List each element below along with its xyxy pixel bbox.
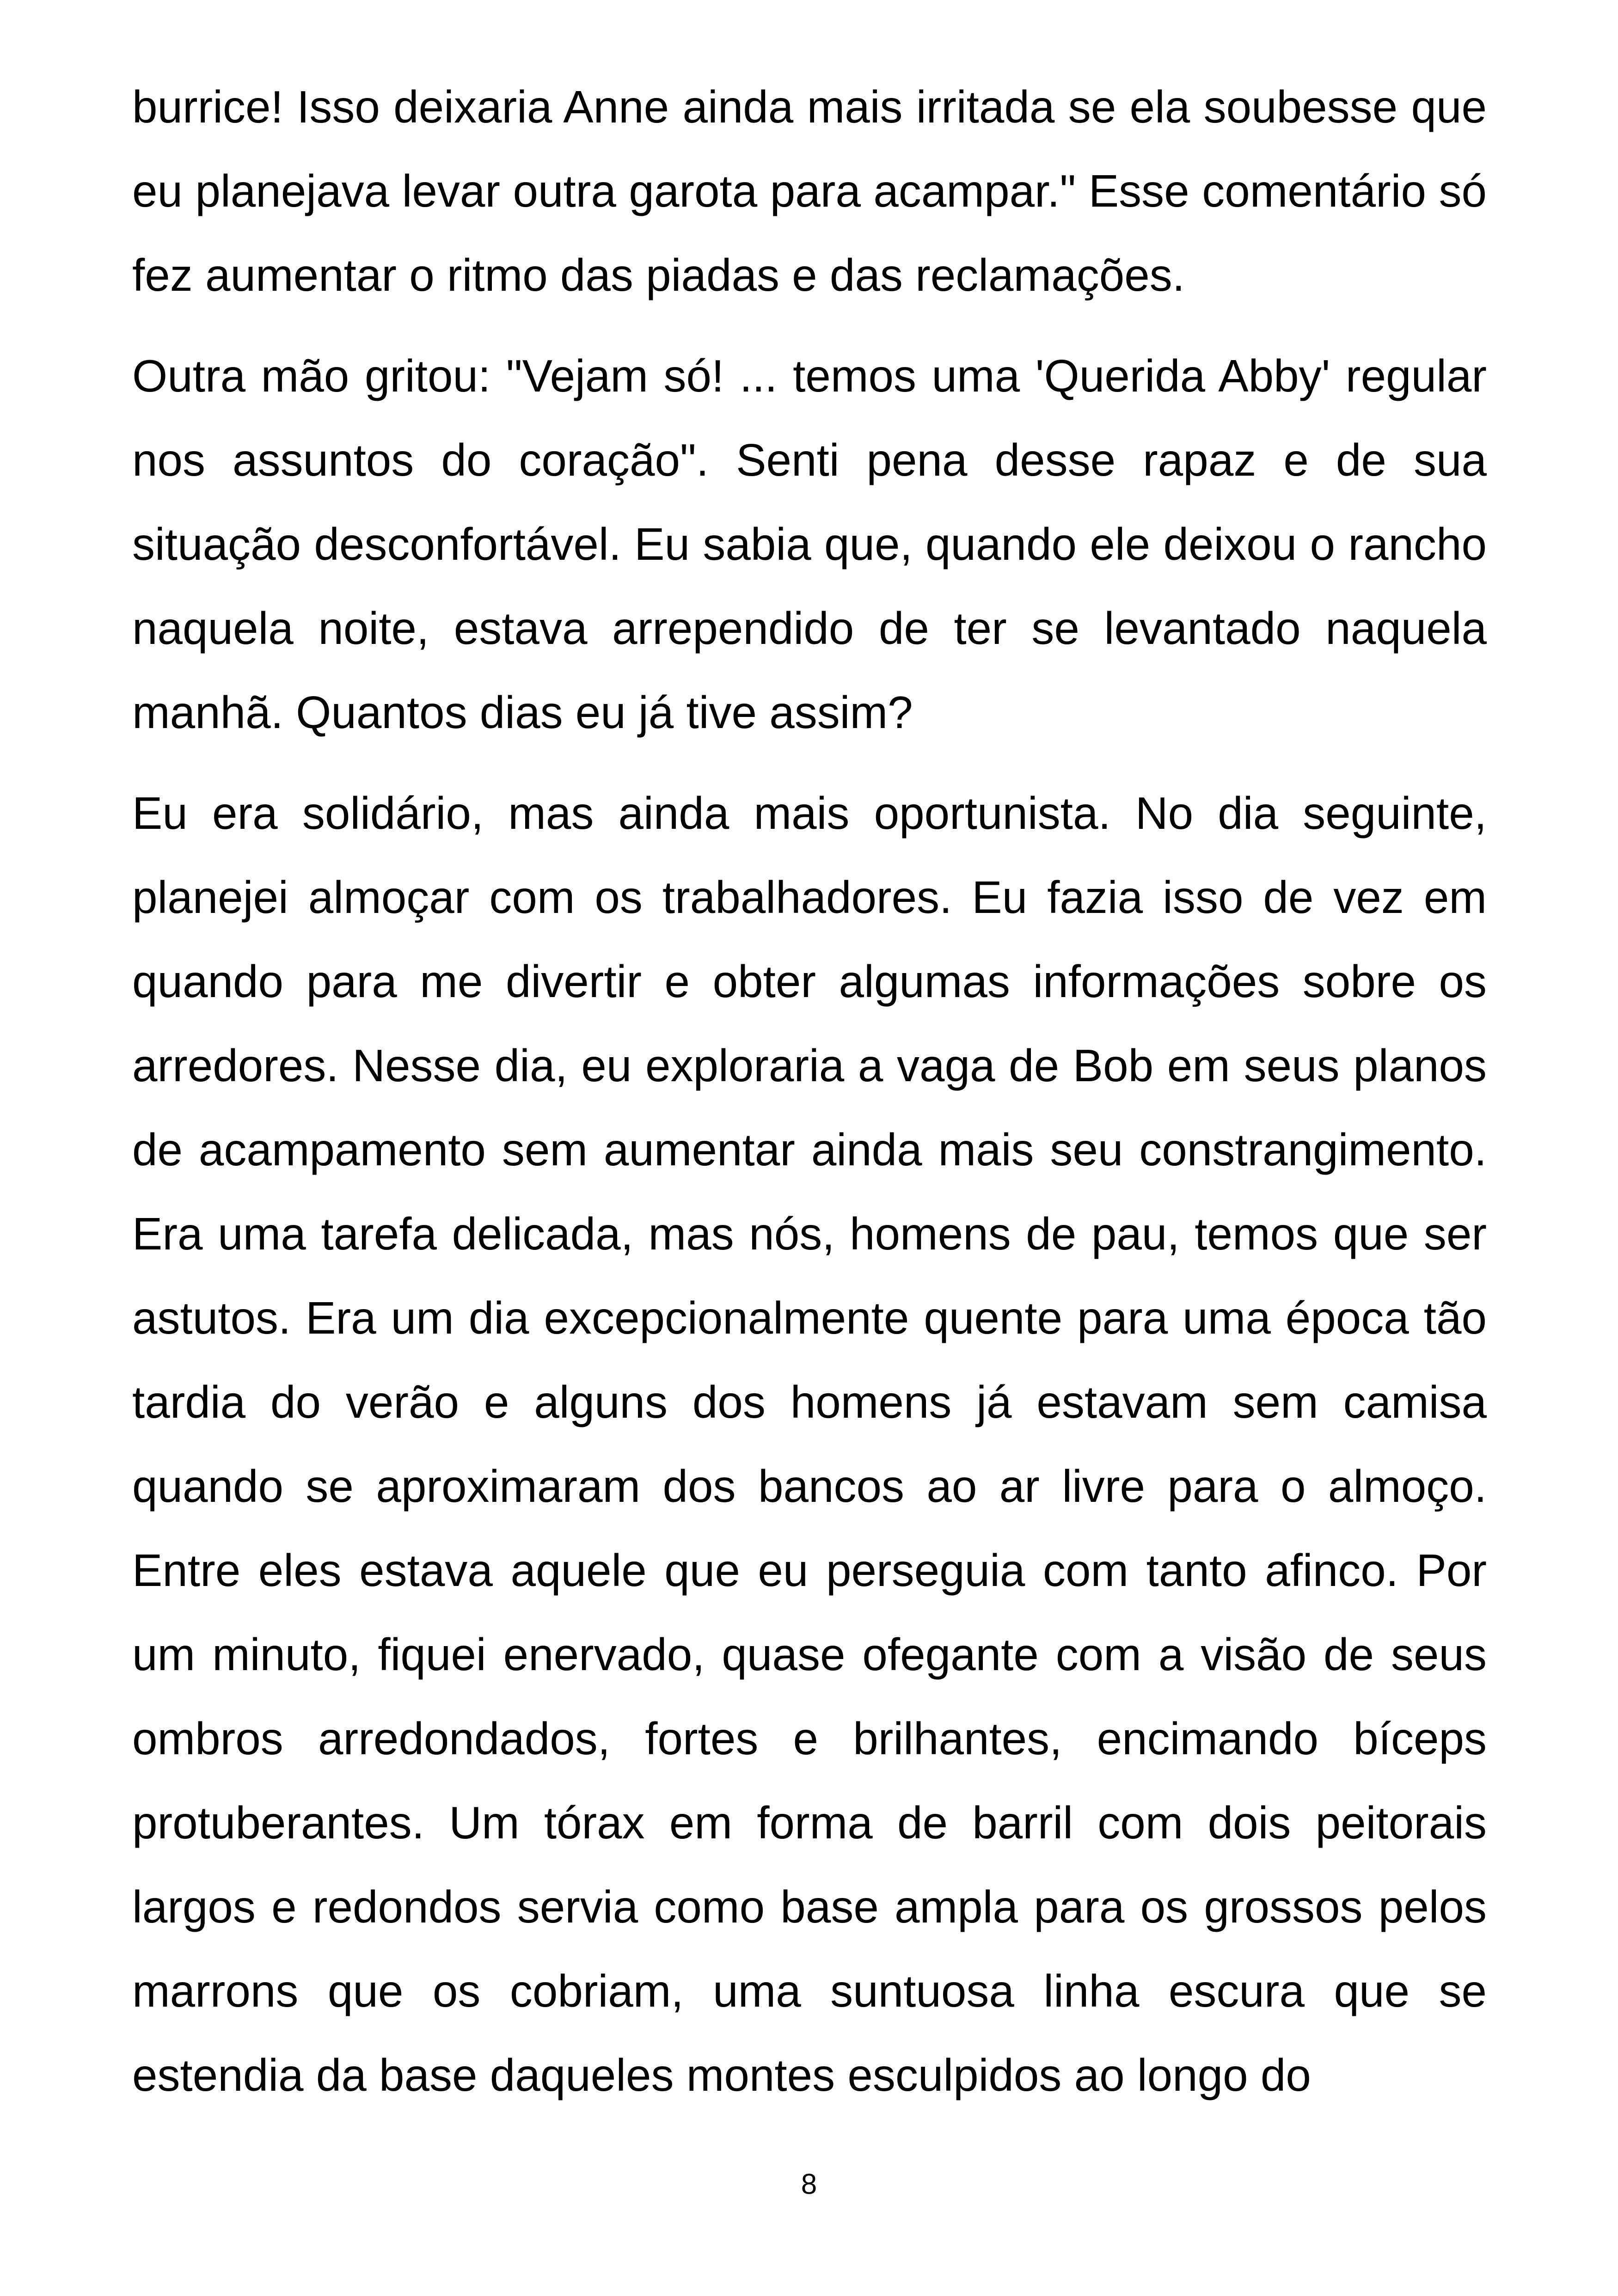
paragraph-3: Eu era solidário, mas ainda mais oportunista. No dia seguinte, planejei almoçar com os trabalhadores. Eu fazia isso de vez em quando para me divertir e obter algumas informações sobre os arredores. Nesse dia, eu exploraria a vaga de Bob em seus planos de acampamento sem aumentar ainda mais seu constrangimento. Era uma tarefa delicada, mas nós, homens de pau, temos que ser astutos. Era um dia excepcionalmente quente para uma época tão tardia do verão e alguns dos homens já estavam sem camisa quando se aproximaram dos bancos ao ar livre para o almoço. Entre eles estava aquele que eu perseguia com tanto afinco. Por um minuto, fiquei enervado, quase ofegante com a visão de seus ombros arredondados, fortes e brilhantes, encimando bíceps protuberantes. Um tórax em forma de barril com dois peitorais largos e redondos servia como base ampla para os grossos pelos marrons que os cobriam, uma suntuosa linha escura que se estendia da base daqueles montes esculpidos ao longo do bbox=[132, 788, 1487, 2100]
paragraph-1: burrice! Isso deixaria Anne ainda mais irritada se ela soubesse que eu planejava levar outra garota para acampar." Esse comentário só fez aumentar o ritmo das piadas e das reclamações. bbox=[132, 81, 1487, 300]
paragraph-2: Outra mão gritou: "Vejam só! ... temos uma 'Querida Abby' regular nos assuntos do coração". Senti pena desse rapaz e de sua situação desconfortável. Eu sabia que, quando ele deixou o rancho naquela noite, estava arrependido de ter se levantado naquela manhã. Quantos dias eu já tive assim? bbox=[132, 350, 1487, 738]
page-number: 8 bbox=[801, 2168, 817, 2200]
body-text bbox=[132, 65, 1487, 2134]
